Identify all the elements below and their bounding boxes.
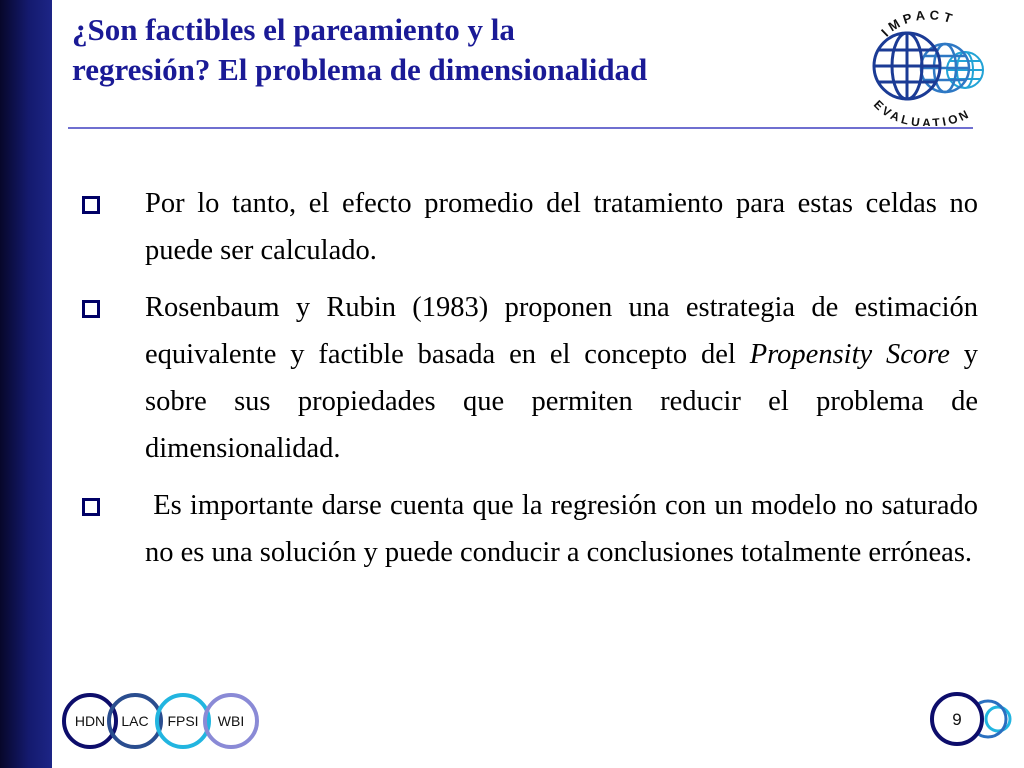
wbi-label: WBI [217, 713, 245, 729]
lac-label: LAC [121, 713, 149, 729]
bullet-item-1 [80, 180, 978, 274]
bullet-list [80, 180, 986, 586]
square-bullet-icon [82, 498, 100, 516]
hdn-label: HDN [74, 713, 106, 729]
bullet-text-3: Es importante darse cuenta que la regresión con un modelo no saturado no es una solución y puede conducir a conclusiones totalmente erróneas. [145, 490, 986, 568]
slide-title-line-1: ¿Son factibles el pareamiento y la [72, 12, 515, 47]
left-side-band [0, 0, 52, 768]
square-bullet-icon [82, 196, 100, 214]
fpsi-label: FPSI [167, 713, 199, 729]
logo-bottom-text: EVALUATION [870, 97, 974, 126]
slide-title-line-2: regresión? El problema de dimensionalidad [72, 52, 648, 87]
page-number: 9 [952, 710, 962, 729]
title-divider [68, 127, 973, 129]
slide-title [72, 10, 872, 90]
logo-top-text: IMPACT [878, 7, 958, 40]
bullet-text-2-start: Rosenbaum y Rubin (1983) proponen una estrategia de estimación equivalente y factible basada en el concepto del [145, 292, 978, 370]
impact-evaluation-logo [862, 4, 992, 126]
globe-icon [874, 33, 940, 99]
bullet-text-1: Por lo tanto, el efecto promedio del tratamiento para estas celdas no puede ser calculado. [145, 188, 978, 266]
page-number-badge [928, 688, 1012, 750]
bullet-text-2-end: y sobre sus propiedades que permiten reducir el problema de dimensionalidad. [145, 339, 978, 464]
footer-partner-circles [62, 690, 262, 752]
bullet-item-3 [80, 482, 986, 576]
svg-text:EVALUATION [871, 97, 973, 126]
propensity-score-term: Propensity Score [749, 339, 950, 370]
square-bullet-icon [82, 300, 100, 318]
bullet-item-2 [80, 284, 978, 472]
